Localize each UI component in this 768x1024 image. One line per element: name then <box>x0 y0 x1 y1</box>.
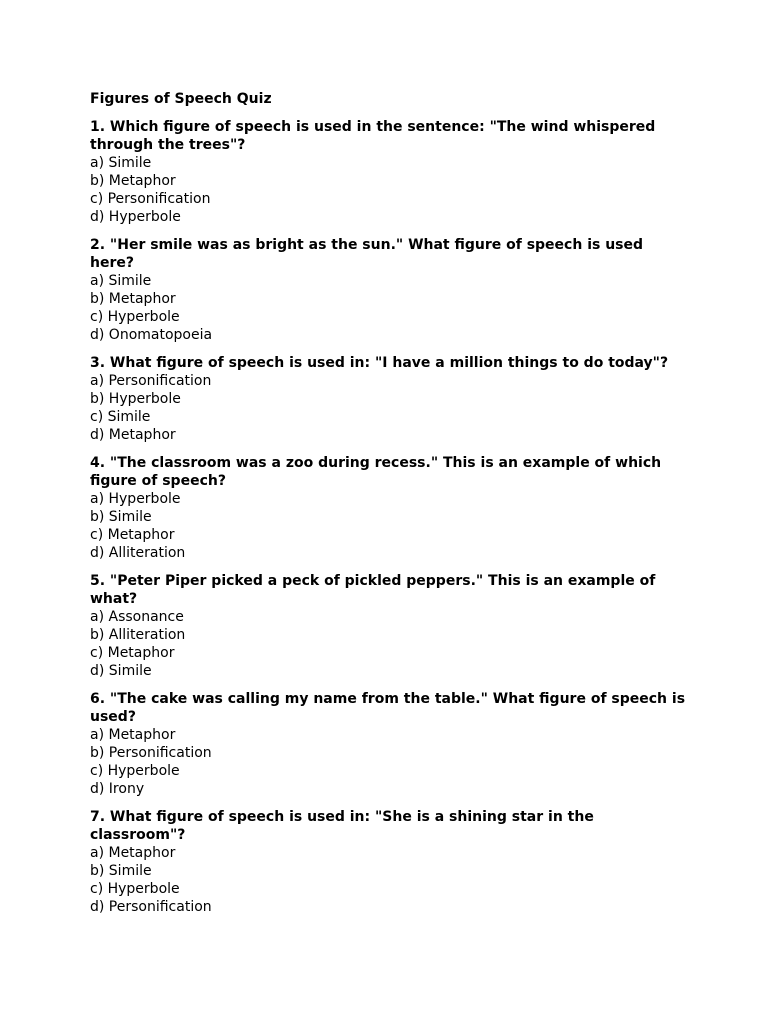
answer-option: d) Onomatopoeia <box>90 327 213 343</box>
answer-option: b) Metaphor <box>90 291 176 307</box>
answer-option: a) Metaphor <box>90 845 176 861</box>
answer-option: d) Simile <box>90 663 152 679</box>
question-text: 4. "The classroom was a zoo during recess." This is an example of which figure of speech? <box>90 455 662 489</box>
answer-option: d) Irony <box>90 781 145 797</box>
answer-option: c) Hyperbole <box>90 881 180 897</box>
question-4 <box>90 454 690 562</box>
question-3 <box>90 354 690 444</box>
answer-option: c) Hyperbole <box>90 309 180 325</box>
answer-option: b) Metaphor <box>90 173 176 189</box>
question-2 <box>90 236 690 344</box>
answer-option: a) Metaphor <box>90 727 176 743</box>
question-text: 6. "The cake was calling my name from the table." What figure of speech is used? <box>90 691 686 725</box>
answer-option: c) Hyperbole <box>90 763 180 779</box>
question-6 <box>90 690 690 798</box>
answer-option: d) Hyperbole <box>90 209 181 225</box>
answer-option: d) Alliteration <box>90 545 186 561</box>
answer-option: a) Simile <box>90 273 152 289</box>
answer-option: c) Metaphor <box>90 527 175 543</box>
question-text: 1. Which figure of speech is used in the sentence: "The wind whispered through the trees"? <box>90 119 656 153</box>
question-5 <box>90 572 690 680</box>
answer-option: a) Hyperbole <box>90 491 181 507</box>
answer-option: d) Personification <box>90 899 212 915</box>
answer-option: b) Simile <box>90 863 152 879</box>
answer-option: a) Simile <box>90 155 152 171</box>
question-text: 5. "Peter Piper picked a peck of pickled peppers." This is an example of what? <box>90 573 656 607</box>
answer-option: b) Alliteration <box>90 627 186 643</box>
quiz-document <box>90 90 690 926</box>
answer-option: a) Assonance <box>90 609 184 625</box>
answer-option: b) Hyperbole <box>90 391 181 407</box>
answer-option: c) Simile <box>90 409 151 425</box>
page-title: Figures of Speech Quiz <box>90 91 272 107</box>
answer-option: b) Personification <box>90 745 212 761</box>
answer-option: c) Metaphor <box>90 645 175 661</box>
question-text: 2. "Her smile was as bright as the sun." What figure of speech is used here? <box>90 237 644 271</box>
question-7 <box>90 808 690 916</box>
answer-option: a) Personification <box>90 373 212 389</box>
answer-option: c) Personification <box>90 191 211 207</box>
question-text: 3. What figure of speech is used in: "I have a million things to do today"? <box>90 355 669 371</box>
question-1 <box>90 118 690 226</box>
answer-option: d) Metaphor <box>90 427 176 443</box>
question-text: 7. What figure of speech is used in: "She is a shining star in the classroom"? <box>90 809 594 843</box>
answer-option: b) Simile <box>90 509 152 525</box>
